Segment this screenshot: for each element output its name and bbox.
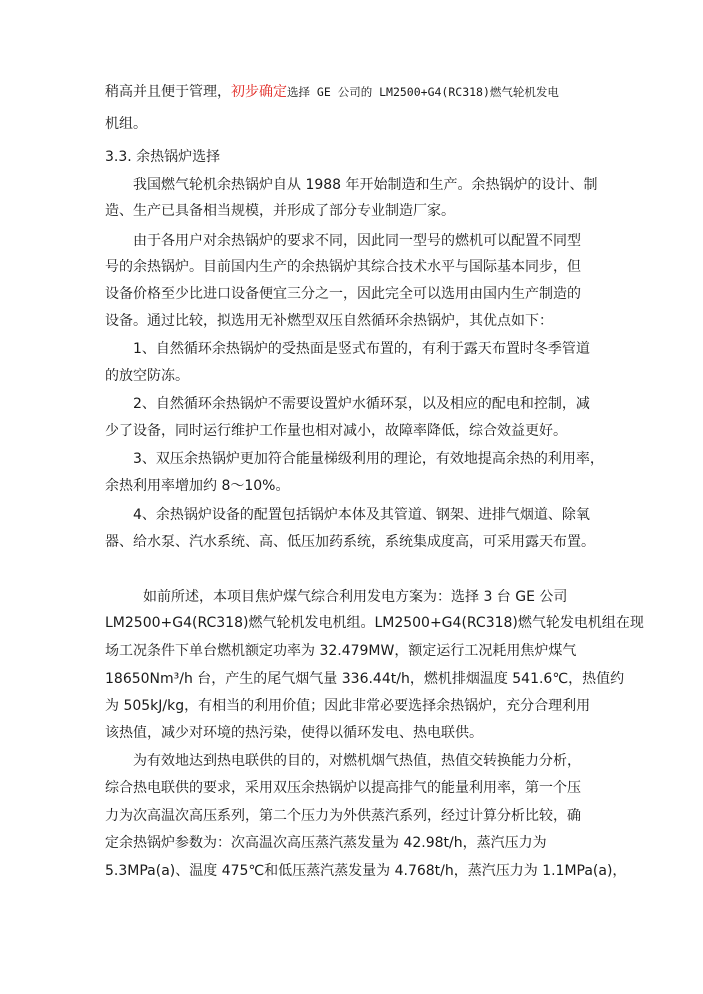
section-heading: 3.3. 余热锅炉选择 <box>105 149 221 165</box>
intro-line-1 <box>105 82 559 102</box>
paragraph-line: 为 505kJ/kg，有相当的利用价值；因此非常必要选择余热锅炉，充分合理利用 <box>105 698 591 714</box>
list-item-line: 少了设备，同时运行维护工作量也相对减小，故障率降低，综合效益更好。 <box>105 423 567 439</box>
list-item-line: 器、给水泵、汽水系统、高、低压加药系统，系统集成度高，可采用露天布置。 <box>105 534 595 550</box>
intro-text-b: 选择 GE 公司的 LM2500+G4(RC318)燃气轮机发电 <box>287 85 559 99</box>
paragraph-line: 该热值，减少对环境的热污染，使得以循环发电、热电联供。 <box>105 725 483 741</box>
list-item-line: 余热利用率增加约 8～10%。 <box>105 478 290 494</box>
paragraph-line: 力为次高温次高压系列，第二个压力为外供蒸汽系列，经过计算分析比较，确 <box>105 808 581 824</box>
list-item-line: 1、自然循环余热锅炉的受热面是竖式布置的，有利于露天布置时冬季管道 <box>133 341 590 357</box>
list-item-line: 4、余热锅炉设备的配置包括锅炉本体及其管道、钢架、进排气烟道、除氧 <box>133 507 590 523</box>
intro-text-a: 稍高并且便于管理， <box>105 84 231 100</box>
paragraph-line: 我国燃气轮机余热锅炉自从 1988 年开始制造和生产。余热锅炉的设计、制 <box>133 177 598 193</box>
intro-line-2: 机组。 <box>105 116 147 132</box>
paragraph-line: 号的余热锅炉。目前国内生产的余热锅炉其综合技术水平与国际基本同步，但 <box>105 259 581 275</box>
paragraph-line: 如前所述，本项目焦炉煤气综合利用发电方案为：选择 3 台 GE 公司 <box>143 589 568 605</box>
highlight-text: 初步确定 <box>231 84 287 100</box>
paragraph-line: 5.3MPa(a)、温度 475℃和低压蒸汽蒸发量为 4.768t/h，蒸汽压力为 1.1MPa(a)， <box>105 863 627 879</box>
paragraph-line: 由于各用户对余热锅炉的要求不同，因此同一型号的燃机可以配置不同型 <box>133 233 581 249</box>
list-item-line: 3、双压余热锅炉更加符合能量梯级利用的理论，有效地提高余热的利用率， <box>133 451 604 467</box>
paragraph-line: 综合热电联供的要求，采用双压余热锅炉以提高排气的能量利用率，第一个压 <box>105 780 581 796</box>
paragraph-line: LM2500+G4(RC318)燃气轮机发电机组。LM2500+G4(RC318)燃气轮发电机组在现 <box>105 615 644 631</box>
paragraph-line: 设备价格至少比进口设备便宜三分之一，因此完全可以选用由国内生产制造的 <box>105 286 581 302</box>
paragraph-line: 18650Nm³/h 台，产生的尾气烟气量 336.44t/h，燃机排烟温度 541.6℃，热值约 <box>105 671 625 687</box>
paragraph-line: 为有效地达到热电联供的目的，对燃机烟气热值，热值交转换能力分析， <box>133 753 581 769</box>
paragraph-line: 定余热锅炉参数为：次高温次高压蒸汽蒸发量为 42.98t/h，蒸汽压力为 <box>105 835 547 851</box>
paragraph-line: 造、生产已具备相当规模，并形成了部分专业制造厂家。 <box>105 203 455 219</box>
list-item-line: 2、自然循环余热锅炉不需要设置炉水循环泵，以及相应的配电和控制，减 <box>133 396 590 412</box>
paragraph-line: 设备。通过比较，拟选用无补燃型双压自然循环余热锅炉，其优点如下： <box>105 313 553 329</box>
list-item-line: 的放空防冻。 <box>105 368 189 384</box>
paragraph-line: 场工况条件下单台燃机额定功率为 32.479MW，额定运行工况耗用焦炉煤气 <box>105 643 577 659</box>
